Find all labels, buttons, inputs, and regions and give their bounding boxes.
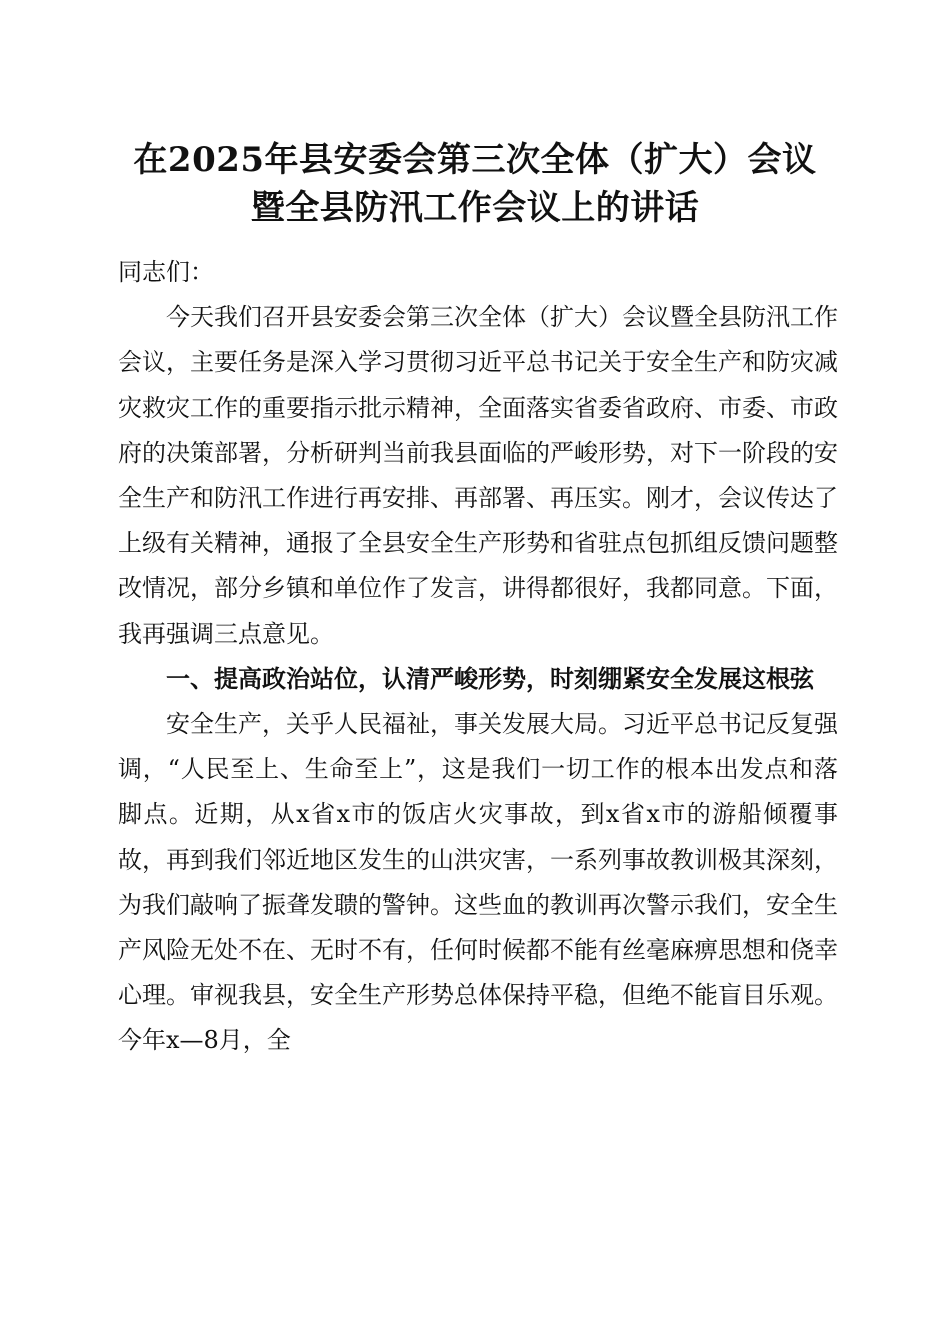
section-1-paragraph: 安全生产，关乎人民福祉，事关发展大局。习近平总书记反复强调，“人民至上、生命至上”，这是我们一切工作的根本出发点和落脚点。近期，从x省x市的饭店火灾事故，到x省x市的游船倾覆事故，再到我们邻近地区发生的山洪灾害，一系列事故教训极其深刻，为我们敲响了振聋发聩的警钟。这些血的教训再次警示我们，安全生产风险无处不在、无时不有，任何时候都不能有丝毫麻痹思想和侥幸心理。审视我县，安全生产形势总体保持平稳，但绝不能盲目乐观。今年x—8月，全 bbox=[118, 710, 838, 1055]
document-body bbox=[118, 250, 838, 1064]
salutation: 同志们： bbox=[118, 258, 214, 286]
title-line-2: 暨全县防汛工作会议上的讲话 bbox=[250, 188, 700, 228]
opening-paragraph: 今天我们召开县安委会第三次全体（扩大）会议暨全县防汛工作会议，主要任务是深入学习贯彻习近平总书记关于安全生产和防灾减灾救灾工作的重要指示批示精神，全面落实省委省政府、市委、市政府的决策部署，分析研判当前我县面临的严峻形势，对下一阶段的安全生产和防汛工作进行再安排、再部署、再压实。刚才，会议传达了上级有关精神，通报了全县安全生产形势和省驻点包抓组反馈问题整改情况，部分乡镇和单位作了发言，讲得都很好，我都同意。下面，我再强调三点意见。 bbox=[118, 303, 838, 648]
document-title bbox=[80, 136, 870, 232]
title-line-1: 在2025年县安委会第三次全体（扩大）会议 bbox=[133, 140, 817, 180]
section-1-heading: 一、提高政治站位，认清严峻形势，时刻绷紧安全发展这根弦 bbox=[166, 664, 814, 693]
